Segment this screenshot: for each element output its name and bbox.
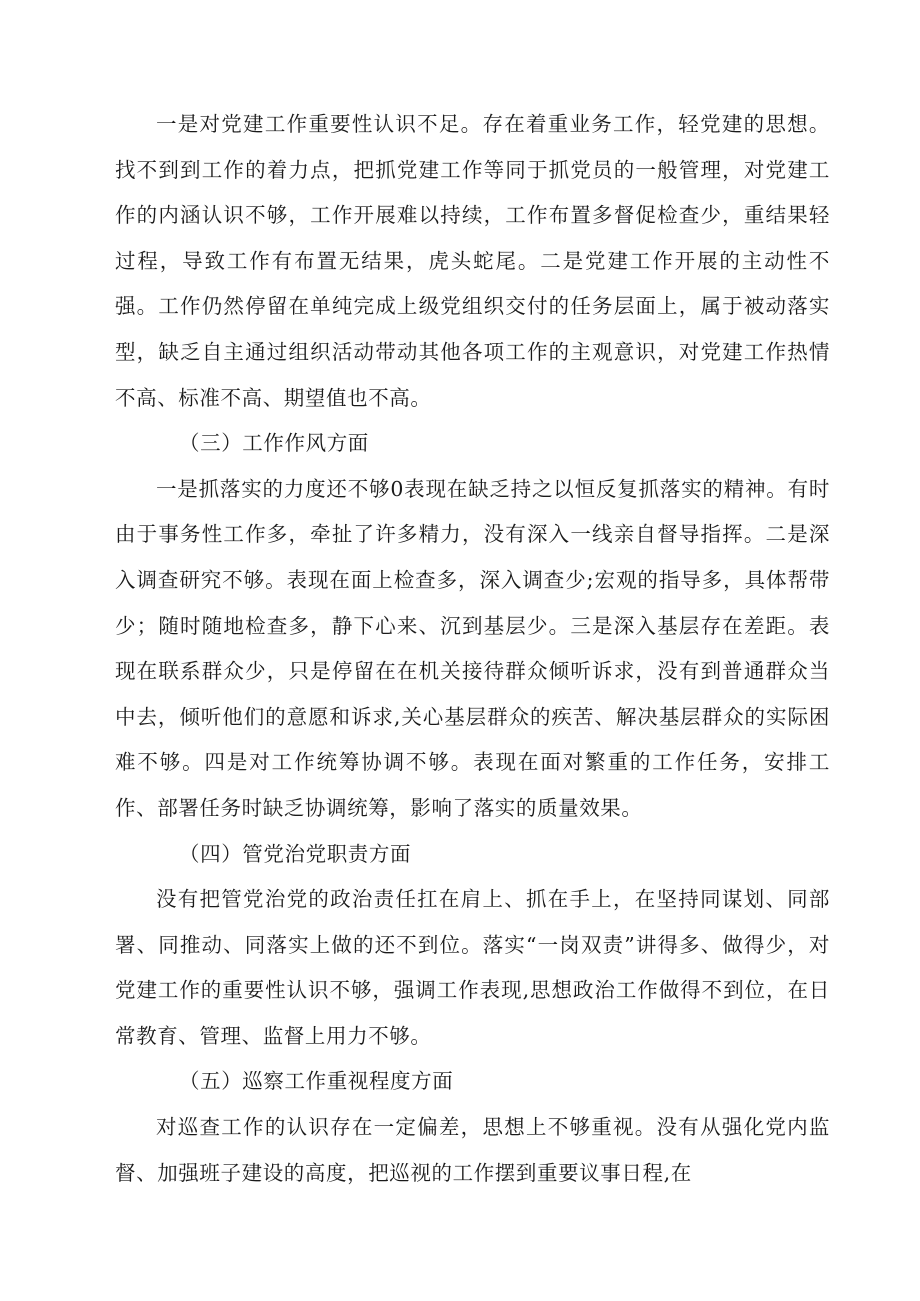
paragraph-work-style: 一是抓落实的力度还不够0表现在缺乏持之以恒反复抓落实的精神。有时由于事务性工作多，牵扯了许多精力，没有深入一线亲自督导指挥。二是深入调查研究不够。表现在面上检查多，深入调查少;宏观的指导多，具体帮带少；随时随地检查多，静下心来、沉到基层少。三是深入基层存在差距。表现在联系群众少，只是停留在在机关接待群众倾听诉求，没有到普通群众当中去，倾听他们的意愿和诉求,关心基层群众的疾苦、解决基层群众的实际困难不够。四是对工作统筹协调不够。表现在面对繁重的工作任务，安排工作、部署任务时缺乏协调统筹，影响了落实的质量效果。 xyxy=(115,476,830,820)
section-heading-party-governance: （四）管党治党职责方面 xyxy=(179,841,412,866)
paragraph-party-building-awareness: 一是对党建工作重要性认识不足。存在着重业务工作，轻党建的思想。找不到到工作的着力点，把抓党建工作等同于抓党员的一般管理，对党建工作的内涵认识不够，工作开展难以持续，工作布置多督促检查少，重结果轻过程，导致工作有布置无结果，虎头蛇尾。二是党建工作开展的主动性不强。工作仍然停留在单纯完成上级党组织交付的任务层面上，属于被动落实型，缺乏自主通过组织活动带动其他各项工作的主观意识，对党建工作热情不高、标准不高、期望值也不高。 xyxy=(115,112,830,410)
section-heading-inspection-work: （五）巡察工作重视程度方面 xyxy=(179,1069,454,1094)
paragraph-party-governance: 没有把管党治党的政治责任扛在肩上、抓在手上，在坚持同谋划、同部署、同推动、同落实上做的还不到位。落实“一岗双责”讲得多、做得少，对党建工作的重要性认识不够，强调工作表现,思想政治工作做得不到位，在日常教育、管理、监督上用力不够。 xyxy=(115,887,830,1048)
section-heading-work-style: （三）工作作风方面 xyxy=(179,431,369,456)
paragraph-inspection-work: 对巡查工作的认识存在一定偏差，思想上不够重视。没有从强化党内监督、加强班子建设的高度，把巡视的工作摆到重要议事日程,在 xyxy=(115,1115,830,1185)
document-body xyxy=(115,102,830,1196)
